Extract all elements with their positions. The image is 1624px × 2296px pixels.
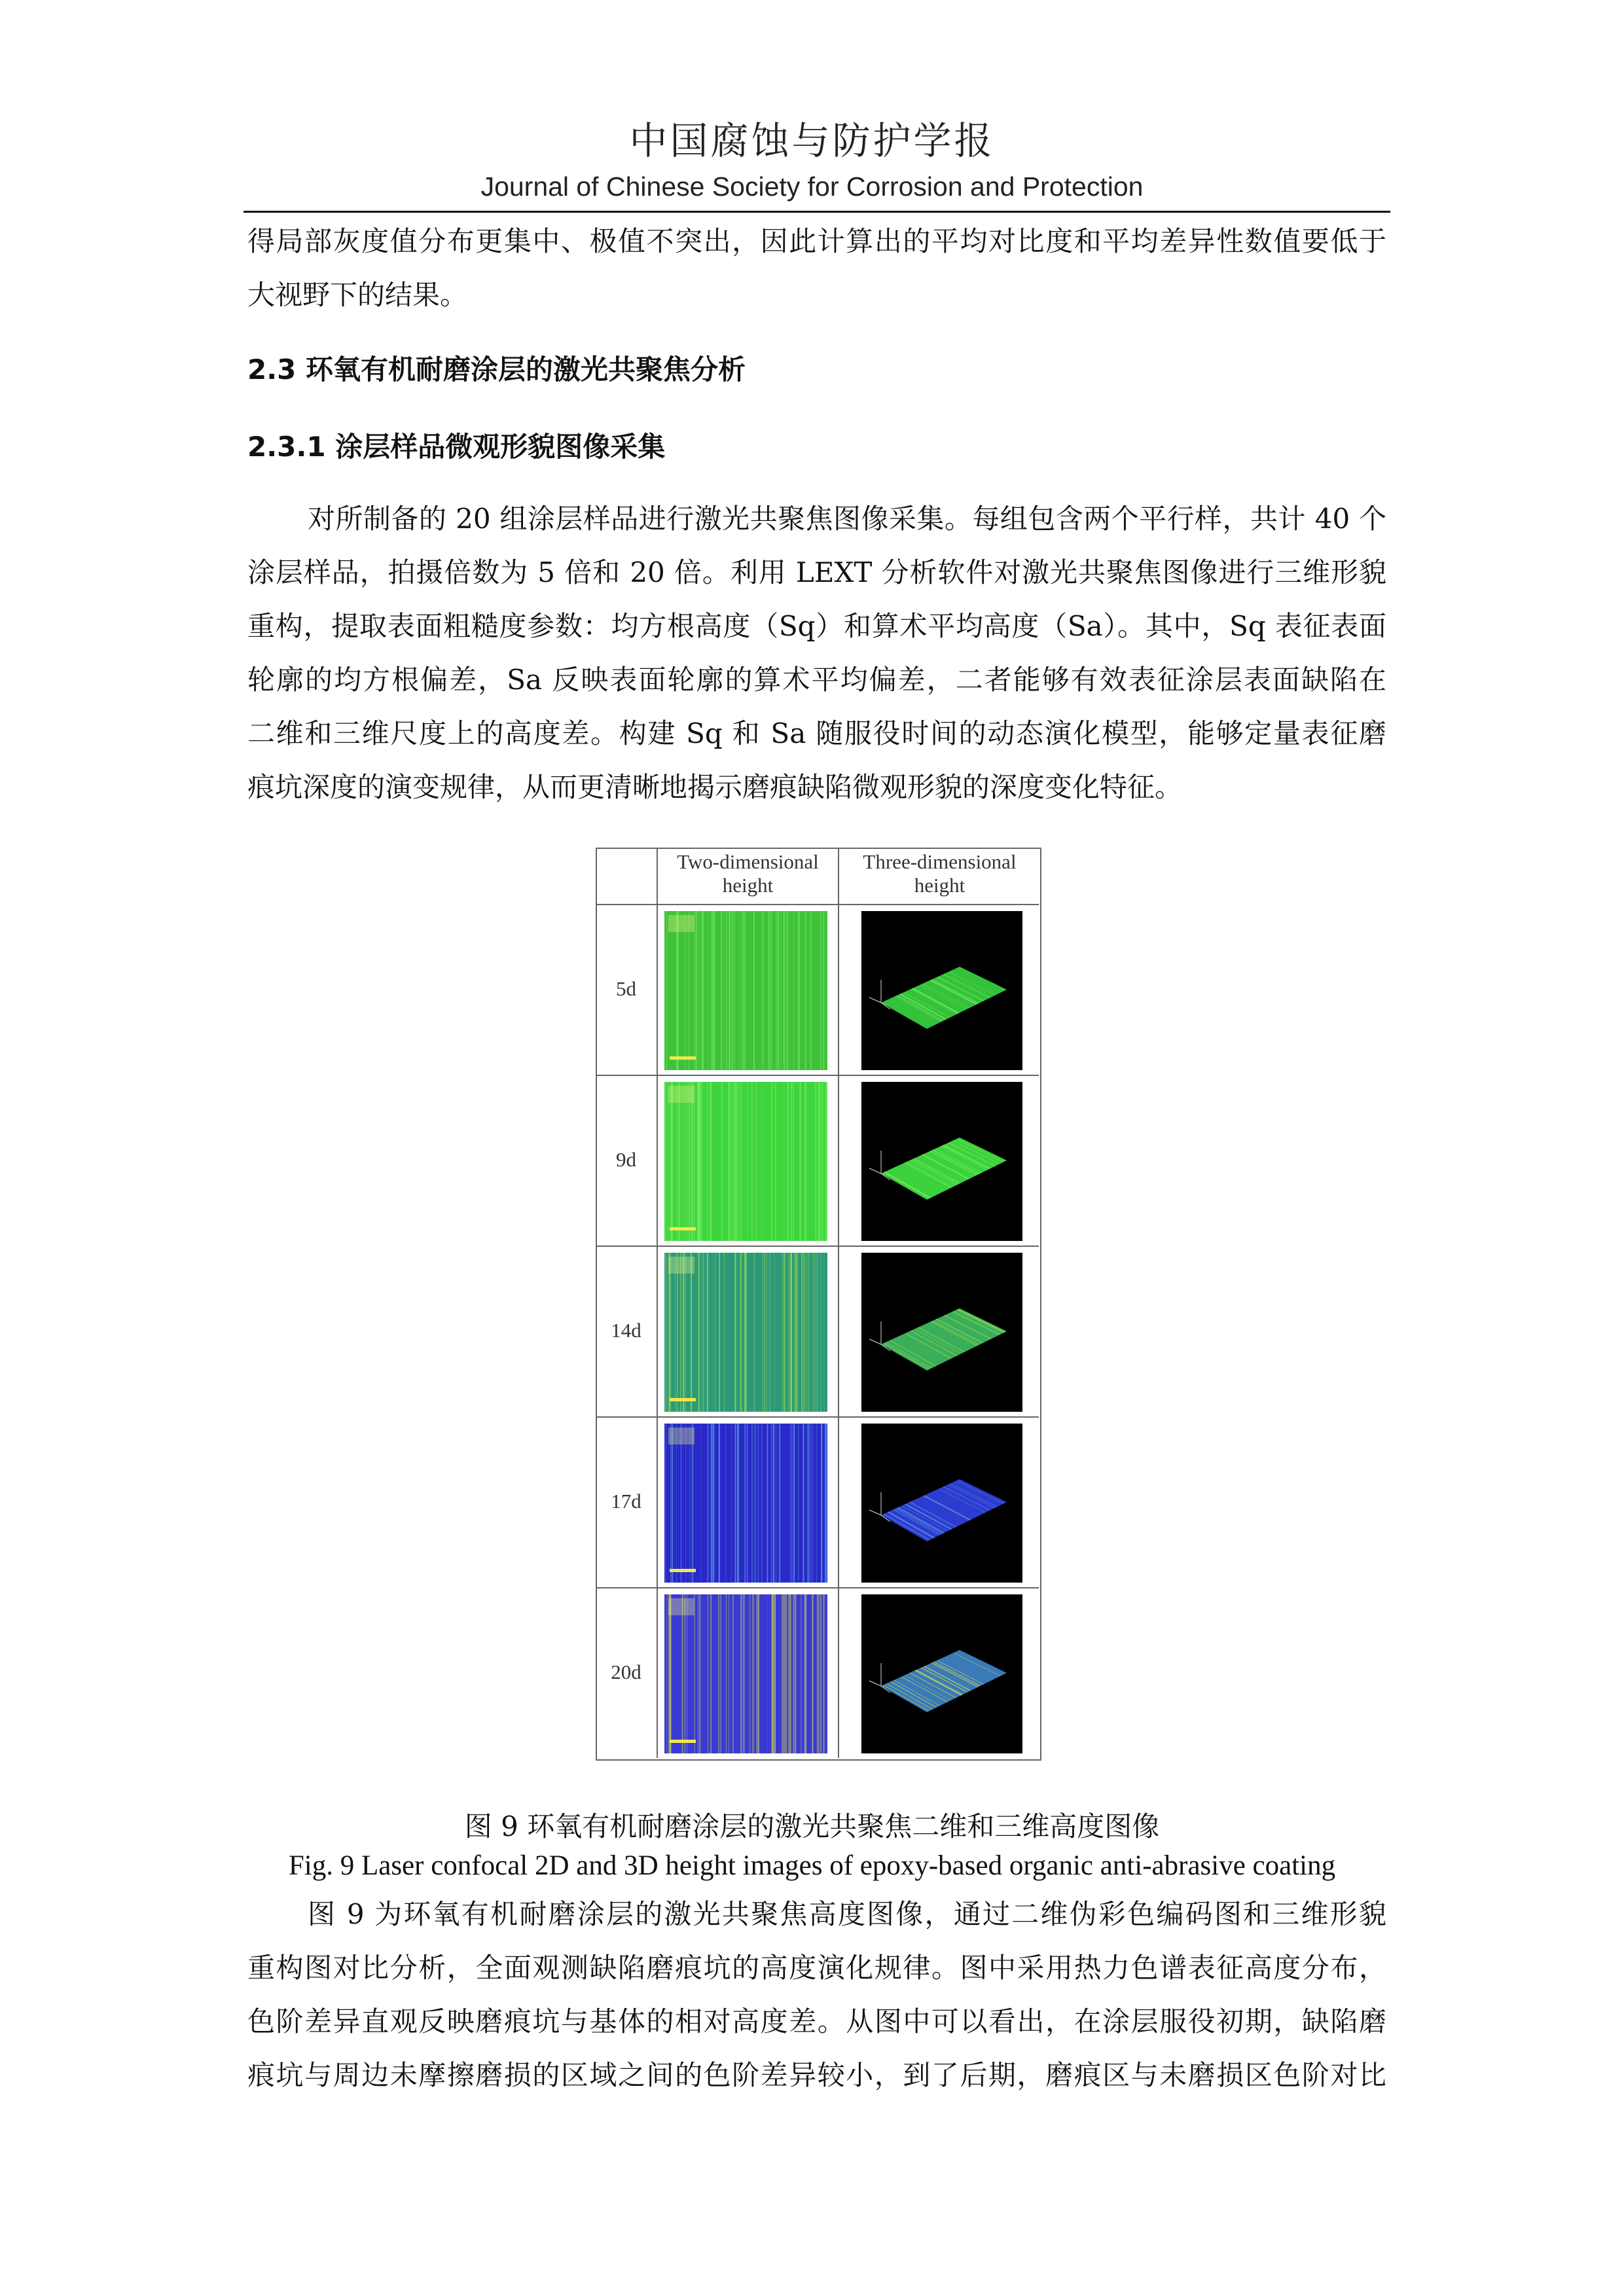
table-divider [596,1587,1039,1588]
height-map-2d [664,1253,827,1412]
table-divider [596,1416,1039,1418]
row-label: 5d [616,977,636,1000]
height-map-2d [664,911,827,1070]
text-line: 重构，提取表面粗糙度参数：均方根高度（Sq）和算术平均高度（Sa）。其中，Sq 表征表面 [247,610,1386,642]
intro-paragraph [247,215,1386,322]
column-header-3d [839,850,1040,897]
journal-title-en: Journal of Chinese Society for Corrosion and Protection [480,171,1144,202]
figure-9 [596,848,1041,1761]
height-map-2d [664,1594,827,1753]
height-render-3d [861,1594,1022,1753]
table-divider [596,1246,1039,1247]
column-header-line: Three-dimensional [863,850,1017,873]
height-map-2d [664,1082,827,1241]
text-line: 涂层样品，拍摄倍数为 5 倍和 20 倍。利用 LEXT 分析软件对激光共聚焦图像进行三维形貌 [247,556,1386,588]
text-line: 图 9 为环氧有机耐磨涂层的激光共聚焦高度图像，通过二维伪彩色编码图和三维形貌 [308,1898,1386,1930]
height-render-3d [861,911,1022,1070]
paragraph-1 [247,492,1386,814]
section-heading: 2.3 环氧有机耐磨涂层的激光共聚焦分析 [247,353,746,386]
text-line: 轮廓的均方根偏差，Sa 反映表面轮廓的算术平均偏差，二者能够有效表征涂层表面缺陷在 [247,664,1386,696]
table-divider [596,904,1039,905]
height-render-3d [861,1424,1022,1583]
text-line: 二维和三维尺度上的高度差。构建 Sq 和 Sa 随服役时间的动态演化模型，能够定量表征磨 [247,717,1386,749]
row-label: 14d [611,1319,641,1342]
text-line: 得局部灰度值分布更集中、极值不突出，因此计算出的平均对比度和平均差异性数值要低于 [247,225,1386,257]
column-header-line: Two-dimensional [677,850,819,873]
table-divider [596,1075,1039,1076]
paragraph-2 [247,1888,1386,2102]
header-rule [244,211,1390,213]
row-label: 17d [611,1490,641,1513]
journal-title-zh: 中国腐蚀与防护学报 [629,118,995,163]
height-render-3d [861,1253,1022,1412]
subsection-heading: 2.3.1 涂层样品微观形貌图像采集 [247,431,666,463]
column-header-2d [658,850,838,897]
text-line: 对所制备的 20 组涂层样品进行激光共聚焦图像采集。每组包含两个平行样，共计 40 个 [308,503,1386,535]
text-line: 大视野下的结果。 [247,279,468,311]
height-map-2d [664,1424,827,1583]
text-line: 痕坑与周边未摩擦磨损的区域之间的色阶差异较小，到了后期，磨痕区与未磨损区色阶对比 [247,2059,1386,2091]
text-line: 重构图对比分析，全面观测缺陷磨痕坑的高度演化规律。图中采用热力色谱表征高度分布， [247,1952,1386,1984]
row-label: 20d [611,1660,641,1683]
column-header-line: height [722,874,774,897]
table-divider [838,848,839,1758]
figure-caption-en: Fig. 9 Laser confocal 2D and 3D height images of epoxy-based organic anti-abrasive coating [288,1850,1336,1881]
table-divider [657,848,658,1758]
figure-caption-zh: 图 9 环氧有机耐磨涂层的激光共聚焦二维和三维高度图像 [464,1810,1160,1842]
height-render-3d [861,1082,1022,1241]
text-line: 色阶差异直观反映磨痕坑与基体的相对高度差。从图中可以看出，在涂层服役初期，缺陷磨 [247,2005,1386,2037]
row-label: 9d [616,1148,636,1171]
text-line: 痕坑深度的演变规律，从而更清晰地揭示磨痕缺陷微观形貌的深度变化特征。 [247,771,1183,803]
column-header-line: height [914,874,965,897]
